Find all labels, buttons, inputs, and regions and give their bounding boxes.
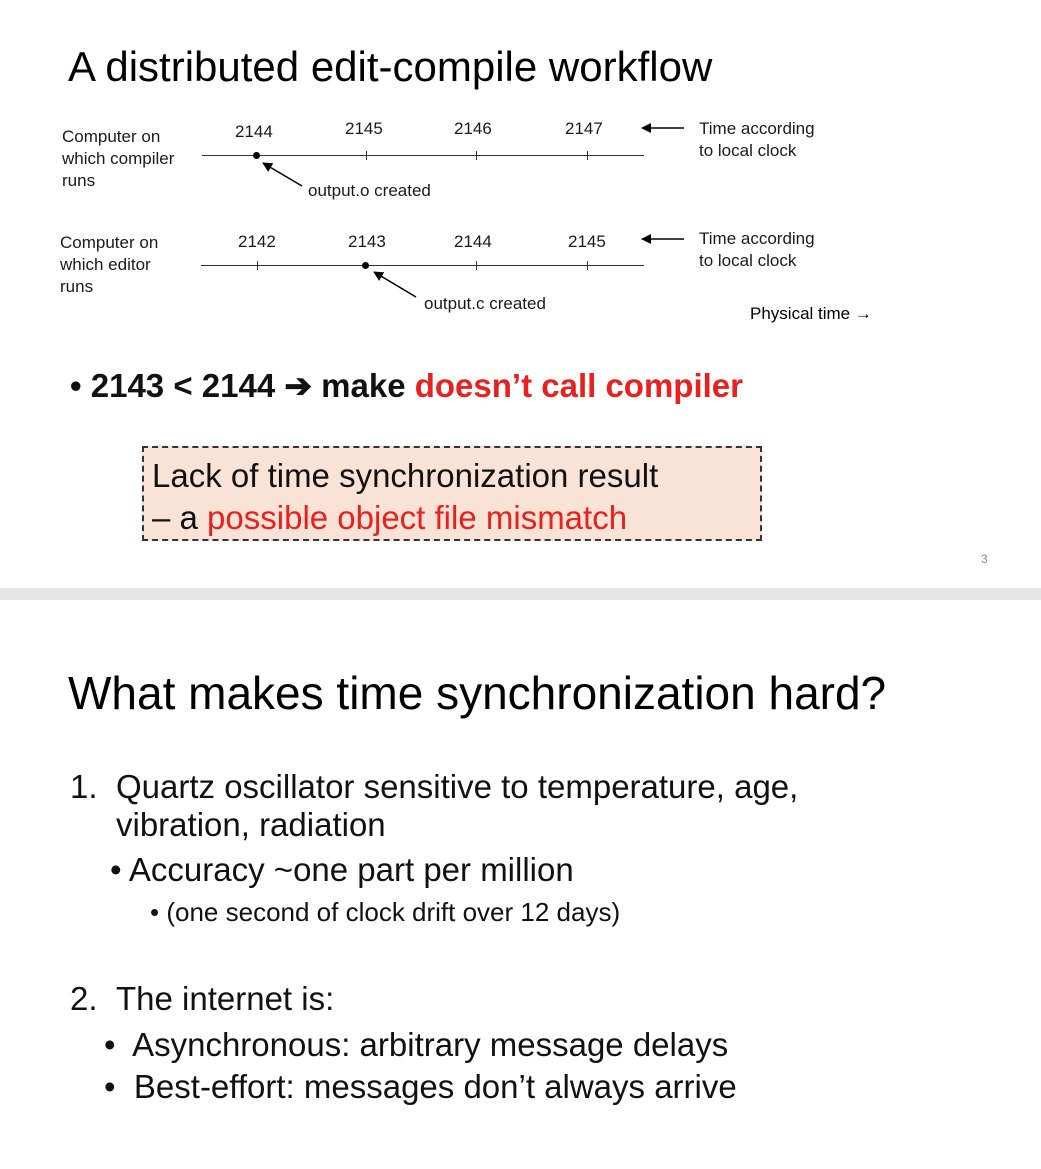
item-1-line-1: Quartz oscillator sensitive to temperature, age, — [116, 768, 799, 805]
item-1-subsub: • (one second of clock drift over 12 days) — [150, 897, 621, 927]
item-1-sub: • Accuracy ~one part per million — [110, 851, 574, 888]
compiler-event-label: output.o created — [308, 181, 431, 200]
compiler-tick-label: 2147 — [565, 119, 603, 138]
editor-tick-label: 2143 — [348, 232, 386, 251]
slide-1-title: A distributed edit-compile workflow — [68, 43, 713, 90]
item-2-number: 2. — [70, 980, 98, 1017]
bullet-dot: • — [150, 897, 160, 927]
item-2-text: The internet is: — [116, 980, 335, 1017]
bullet-text: 2143 < 2144 ➔ make — [90, 367, 415, 404]
slide-1-bullet — [70, 366, 743, 405]
editor-tick-label: 2145 — [568, 232, 606, 251]
compiler-label: Computer on which compiler runs — [62, 127, 175, 190]
bullet-dot: • — [104, 1026, 116, 1063]
editor-event-label: output.c created — [424, 294, 546, 313]
bullet-highlight: doesn’t call compiler — [414, 367, 743, 404]
item-2-sub-1: • Asynchronous: arbitrary message delays — [104, 1026, 729, 1063]
bullet-dot: • — [110, 851, 122, 888]
compiler-event-arrow — [263, 163, 302, 186]
editor-tick-label: 2142 — [238, 232, 276, 251]
slide-separator — [0, 588, 1041, 600]
physical-time-label: Physical time → — [750, 304, 872, 323]
compiler-tick-label: 2144 — [235, 122, 273, 141]
callout-line-1: Lack of time synchronization result — [152, 457, 659, 494]
item-1-number: 1. — [70, 768, 98, 805]
compiler-tick-label: 2145 — [345, 119, 383, 138]
callout-box — [142, 446, 762, 541]
callout-line-2-prefix: – a — [152, 499, 208, 536]
callout-highlight: possible object file mismatch — [207, 499, 628, 536]
editor-event-arrow — [374, 272, 416, 297]
editor-label: Computer on which editor runs — [60, 233, 159, 296]
bullet-dot: • — [104, 1068, 116, 1105]
compiler-tick-label: 2146 — [454, 119, 492, 138]
editor-clock-label: Time according to local clock — [699, 229, 815, 270]
item-1-line-2: vibration, radiation — [116, 806, 386, 843]
editor-tick-label: 2144 — [454, 232, 492, 251]
item-2-sub-2: • Best-effort: messages don’t always arrive — [104, 1068, 737, 1105]
bullet-dot: • — [70, 367, 82, 404]
compiler-clock-label: Time according to local clock — [699, 119, 815, 160]
page-number: 3 — [981, 552, 988, 566]
callout-line-2 — [152, 499, 627, 537]
slide-2-title: What makes time synchronization hard? — [68, 667, 887, 719]
diagram-arrows — [0, 0, 1041, 340]
slide-2 — [0, 600, 1041, 1169]
